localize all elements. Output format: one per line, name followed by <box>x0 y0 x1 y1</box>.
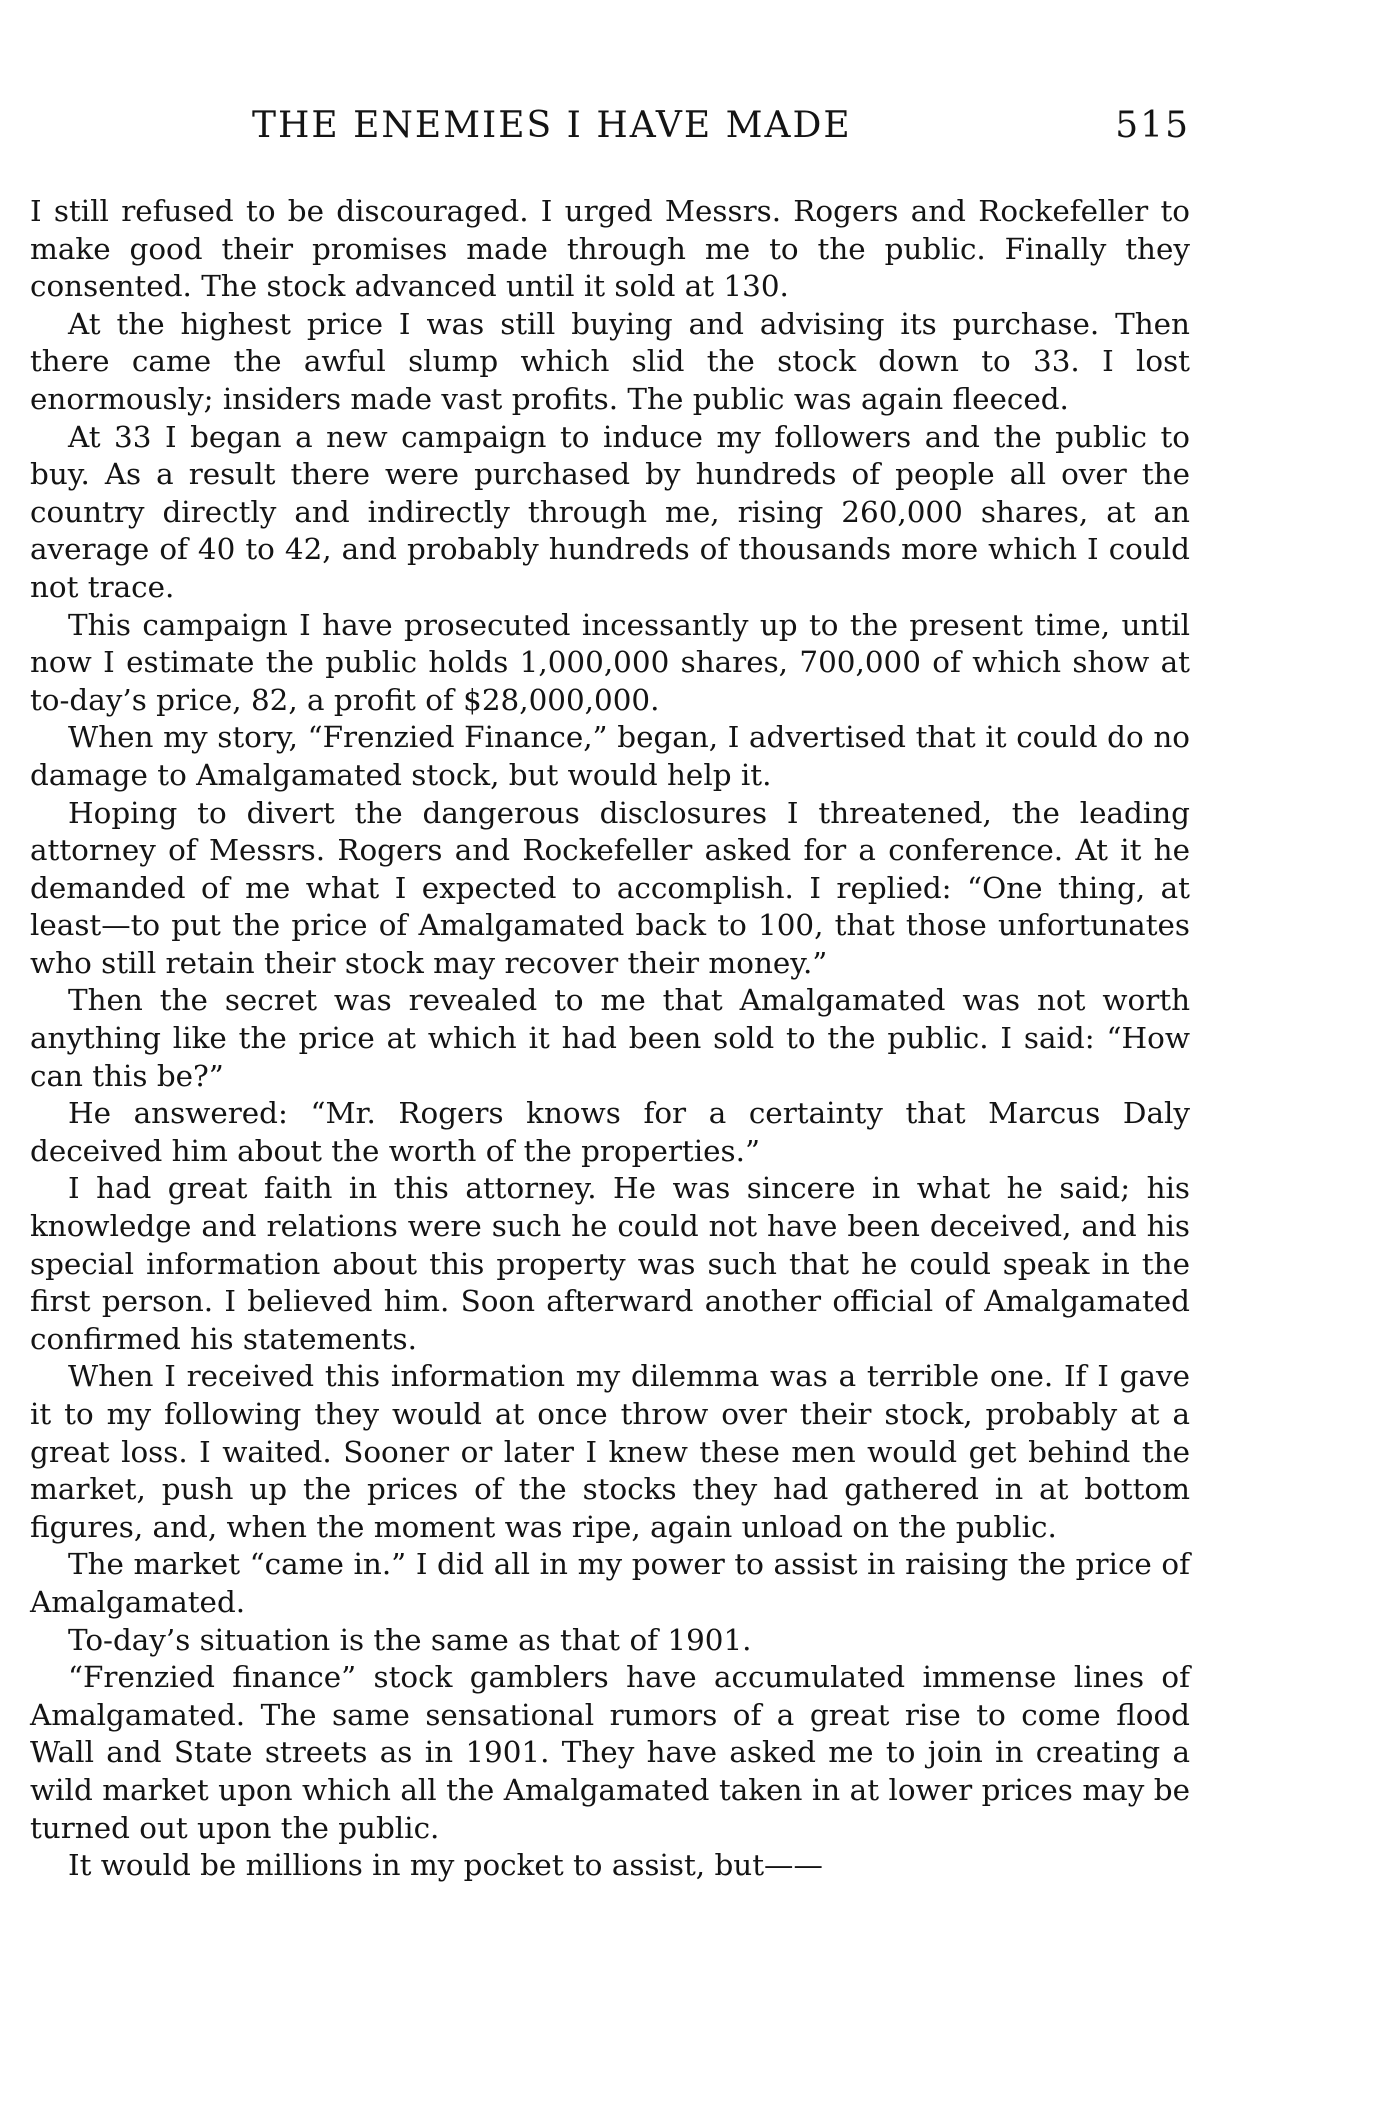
body-text <box>30 193 1190 1885</box>
running-title: THE ENEMIES I HAVE MADE <box>252 105 852 146</box>
book-page <box>30 105 1190 1885</box>
paragraph: The market “came in.” I did all in my power to assist in raising the price of Amalgamated. <box>30 1547 1190 1619</box>
paragraph: At 33 I began a new campaign to induce my followers and the public to buy. As a result there were purchased by hundreds of people all over the country directly and indirectly through me, rising 260,000 shares, at an average of 40 to 42, and probably hundreds of thousands more which I could not trace. <box>30 419 1190 604</box>
paragraph: It would be millions in my pocket to assist, but—— <box>68 1848 823 1883</box>
paragraph: Hoping to divert the dangerous disclosures I threatened, the leading attorney of Messrs. Rogers and Rockefeller asked for a conference. At it he demanded of me what I expected to accomplish. I replied: “One thing, at least—to put the price of Amalgamated back to 100, that those unfortunates who still retain their stock may recover their money.” <box>30 795 1190 980</box>
paragraph: Then the secret was revealed to me that Amalgamated was not worth anything like the price at which it had been sold to the public. I said: “How can this be?” <box>30 983 1190 1093</box>
paragraph: I still refused to be discouraged. I urged Messrs. Rogers and Rockefeller to make good their promises made through me to the public. Finally they consented. The stock advanced until it sold at 130. <box>30 194 1190 304</box>
paragraph: I had great faith in this attorney. He was sincere in what he said; his knowledge and relations were such he could not have been deceived, and his special information about this property was such that he could speak in the first person. I believed him. Soon afterward another official of Amalgamated confirmed his statements. <box>30 1171 1190 1356</box>
paragraph: “Frenzied finance” stock gamblers have accumulated immense lines of Amalgamated. The same sensational rumors of a great rise to come flood Wall and State streets as in 1901. They have asked me to join in creating a wild market upon which all the Amalgamated taken in at lower prices may be turned out upon the public. <box>30 1660 1190 1845</box>
paragraph: He answered: “Mr. Rogers knows for a certainty that Marcus Daly deceived him about the worth of the properties.” <box>30 1096 1190 1168</box>
paragraph: At the highest price I was still buying and advising its purchase. Then there came the awful slump which slid the stock down to 33. I lost enormously; insiders made vast profits. The public was again fleeced. <box>30 306 1190 416</box>
paragraph: When my story, “Frenzied Finance,” began, I advertised that it could do no damage to Amalgamated stock, but would help it. <box>30 720 1190 792</box>
running-head <box>30 105 1190 153</box>
paragraph: To-day’s situation is the same as that of 1901. <box>68 1622 752 1657</box>
paragraph: When I received this information my dilemma was a terrible one. If I gave it to my following they would at once throw over their stock, probably at a great loss. I waited. Sooner or later I knew these men would get behind the market, push up the prices of the stocks they had gathered in at bottom figures, and, when the moment was ripe, again unload on the public. <box>30 1359 1190 1544</box>
page-number: 515 <box>1115 105 1190 146</box>
paragraph: This campaign I have prosecuted incessantly up to the present time, until now I estimate the public holds 1,000,000 shares, 700,000 of which show at to-day’s price, 82, a profit of $28,000,000. <box>30 607 1190 717</box>
